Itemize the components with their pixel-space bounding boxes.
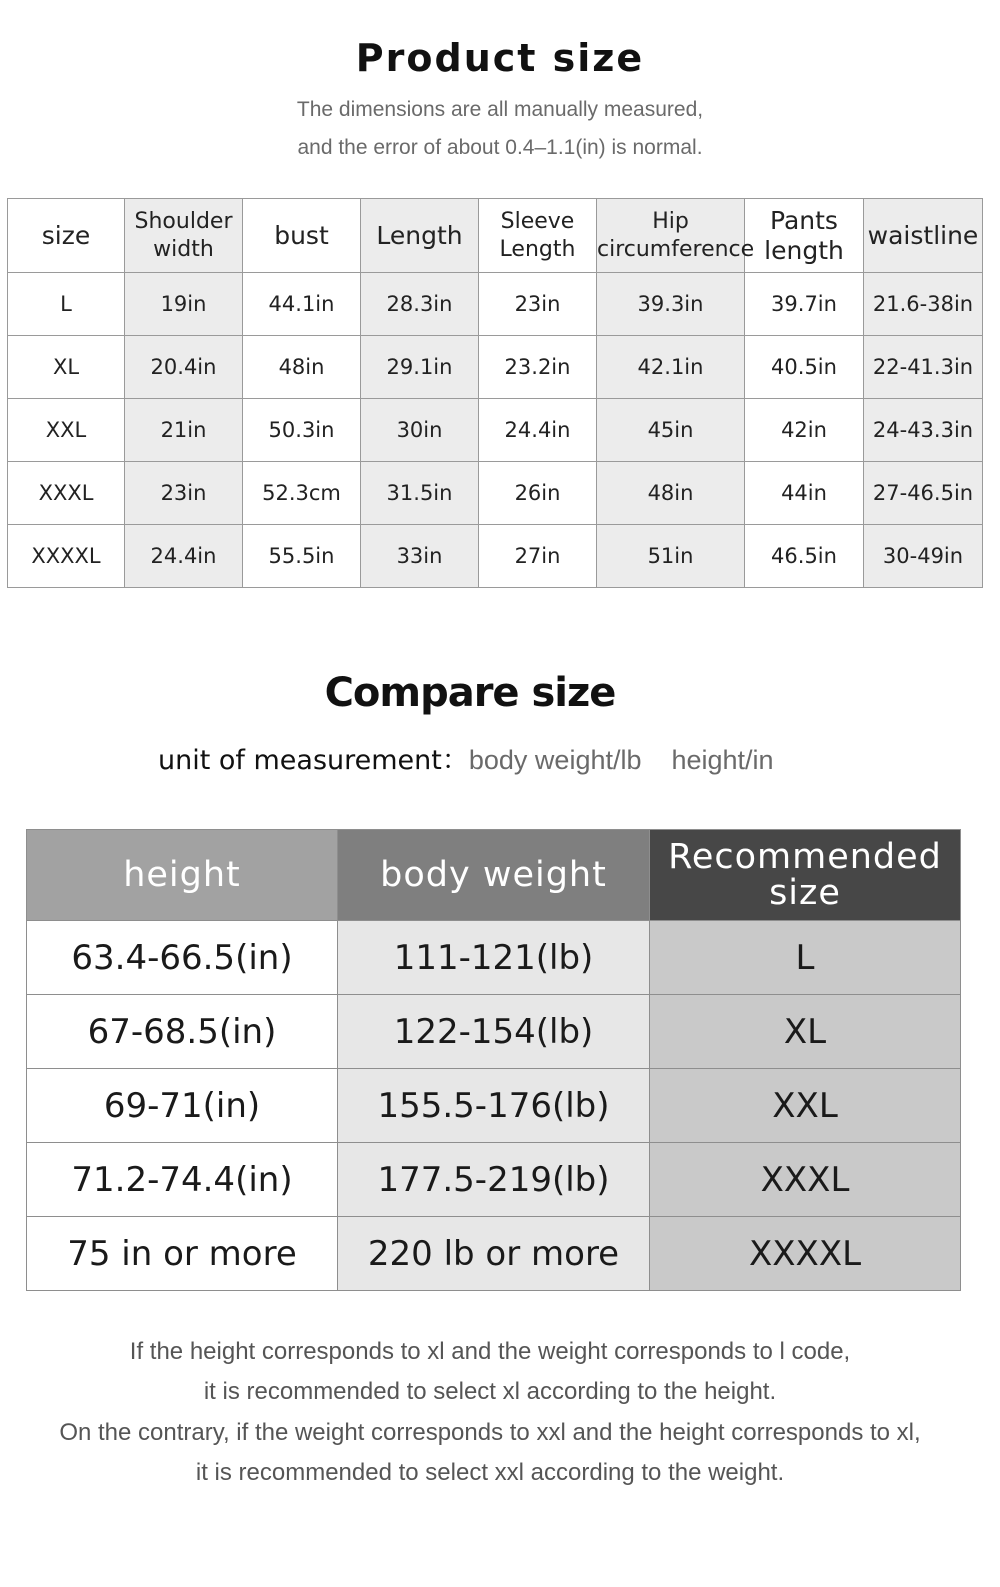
header-pants-line1: Pants [770, 205, 838, 235]
cell-sleeve-length: 23in [479, 273, 597, 336]
cell-recommended-size: XXXL [650, 1143, 961, 1217]
cell-body-weight: 177.5-219(lb) [338, 1143, 650, 1217]
note-line-1: If the height corresponds to xl and the weight corresponds to l code, [129, 1338, 851, 1365]
compare-size-table [26, 829, 961, 1291]
cell-shoulder-width: 21in [125, 399, 243, 462]
cell-pants-length: 40.5in [745, 336, 864, 399]
table-row [8, 462, 983, 525]
cell-shoulder-width: 24.4in [125, 525, 243, 588]
cell-pants-length: 39.7in [745, 273, 864, 336]
header-length: Length [361, 199, 479, 273]
cell-pants-length: 42in [745, 399, 864, 462]
compare-size-title: Compare size [324, 670, 616, 716]
header-sleeve-line1: Sleeve [500, 208, 575, 234]
cell-sleeve-length: 26in [479, 462, 597, 525]
note-line-2: it is recommended to select xl according to the height. [203, 1378, 777, 1405]
header-hip-line1: Hip [652, 208, 689, 234]
cell-body-weight: 122-154(lb) [338, 995, 650, 1069]
cell-recommended-size: L [650, 921, 961, 995]
cell-size: XXXXL [8, 525, 125, 588]
note-line-3: On the contrary, if the weight corresponds to xxl and the height corresponds to xl, [59, 1419, 921, 1446]
cell-bust: 50.3in [243, 399, 361, 462]
cell-pants-length: 44in [745, 462, 864, 525]
cell-length: 29.1in [361, 336, 479, 399]
cell-waistline: 22-41.3in [864, 336, 983, 399]
header-pants-length [745, 199, 864, 273]
product-size-table [7, 198, 983, 588]
cell-bust: 44.1in [243, 273, 361, 336]
cell-body-weight: 111-121(lb) [338, 921, 650, 995]
header-hip-line2: circumference [597, 236, 755, 262]
header-pants-line2: length [764, 235, 844, 265]
header-shoulder-width [125, 199, 243, 273]
cell-bust: 55.5in [243, 525, 361, 588]
table-row [8, 336, 983, 399]
header-size: size [8, 199, 125, 273]
cell-recommended-size: XL [650, 995, 961, 1069]
table-row [8, 399, 983, 462]
header-recommended-size [650, 830, 961, 921]
table-row [27, 1143, 961, 1217]
cell-size: L [8, 273, 125, 336]
header-height: height [27, 830, 338, 921]
table-row [8, 273, 983, 336]
cell-hip-circumference: 45in [597, 399, 745, 462]
product-size-subtitle-line2: and the error of about 0.4–1.1(in) is normal. [297, 136, 703, 159]
table-row [27, 995, 961, 1069]
cell-height: 67-68.5(in) [27, 995, 338, 1069]
note-line-4: it is recommended to select xxl according to the weight. [195, 1459, 785, 1486]
cell-hip-circumference: 51in [597, 525, 745, 588]
cell-sleeve-length: 23.2in [479, 336, 597, 399]
cell-size: XXL [8, 399, 125, 462]
cell-height: 63.4-66.5(in) [27, 921, 338, 995]
header-shoulder-line1: Shoulder [134, 208, 233, 234]
cell-bust: 48in [243, 336, 361, 399]
product-size-subtitle-line1: The dimensions are all manually measured, [296, 98, 704, 121]
cell-body-weight: 155.5-176(lb) [338, 1069, 650, 1143]
cell-height: 75 in or more [27, 1217, 338, 1291]
cell-length: 31.5in [361, 462, 479, 525]
table-row [27, 1217, 961, 1291]
cell-hip-circumference: 42.1in [597, 336, 745, 399]
cell-recommended-size: XXXXL [650, 1217, 961, 1291]
cell-shoulder-width: 23in [125, 462, 243, 525]
table-row [27, 1069, 961, 1143]
cell-length: 28.3in [361, 273, 479, 336]
product-table-header-row [8, 199, 983, 273]
unit-label: unit of measurement： [158, 745, 469, 776]
unit-values: body weight/lb height/in [468, 745, 774, 775]
header-sleeve-length [479, 199, 597, 273]
cell-height: 71.2-74.4(in) [27, 1143, 338, 1217]
cell-sleeve-length: 27in [479, 525, 597, 588]
cell-height: 69-71(in) [27, 1069, 338, 1143]
cell-size: XXXL [8, 462, 125, 525]
cell-body-weight: 220 lb or more [338, 1217, 650, 1291]
cell-sleeve-length: 24.4in [479, 399, 597, 462]
cell-shoulder-width: 19in [125, 273, 243, 336]
header-recommended-line2: size [769, 873, 841, 913]
cell-length: 30in [361, 399, 479, 462]
table-row [27, 921, 961, 995]
header-body-weight: body weight [338, 830, 650, 921]
unit-of-measurement [158, 738, 858, 777]
product-size-title: Product size [355, 36, 645, 80]
cell-pants-length: 46.5in [745, 525, 864, 588]
cell-bust: 52.3cm [243, 462, 361, 525]
cell-hip-circumference: 48in [597, 462, 745, 525]
header-recommended-line1: Recommended [668, 837, 942, 877]
header-shoulder-line2: width [153, 236, 214, 262]
table-row [8, 525, 983, 588]
cell-waistline: 24-43.3in [864, 399, 983, 462]
cell-waistline: 27-46.5in [864, 462, 983, 525]
cell-size: XL [8, 336, 125, 399]
cell-shoulder-width: 20.4in [125, 336, 243, 399]
cell-waistline: 21.6-38in [864, 273, 983, 336]
header-hip-circumference [597, 199, 755, 273]
compare-table-header-row [27, 830, 961, 921]
cell-recommended-size: XXL [650, 1069, 961, 1143]
cell-hip-circumference: 39.3in [597, 273, 745, 336]
header-waistline: waistline [864, 199, 983, 273]
cell-waistline: 30-49in [864, 525, 983, 588]
header-sleeve-line2: Length [499, 236, 576, 262]
cell-length: 33in [361, 525, 479, 588]
header-bust: bust [243, 199, 361, 273]
